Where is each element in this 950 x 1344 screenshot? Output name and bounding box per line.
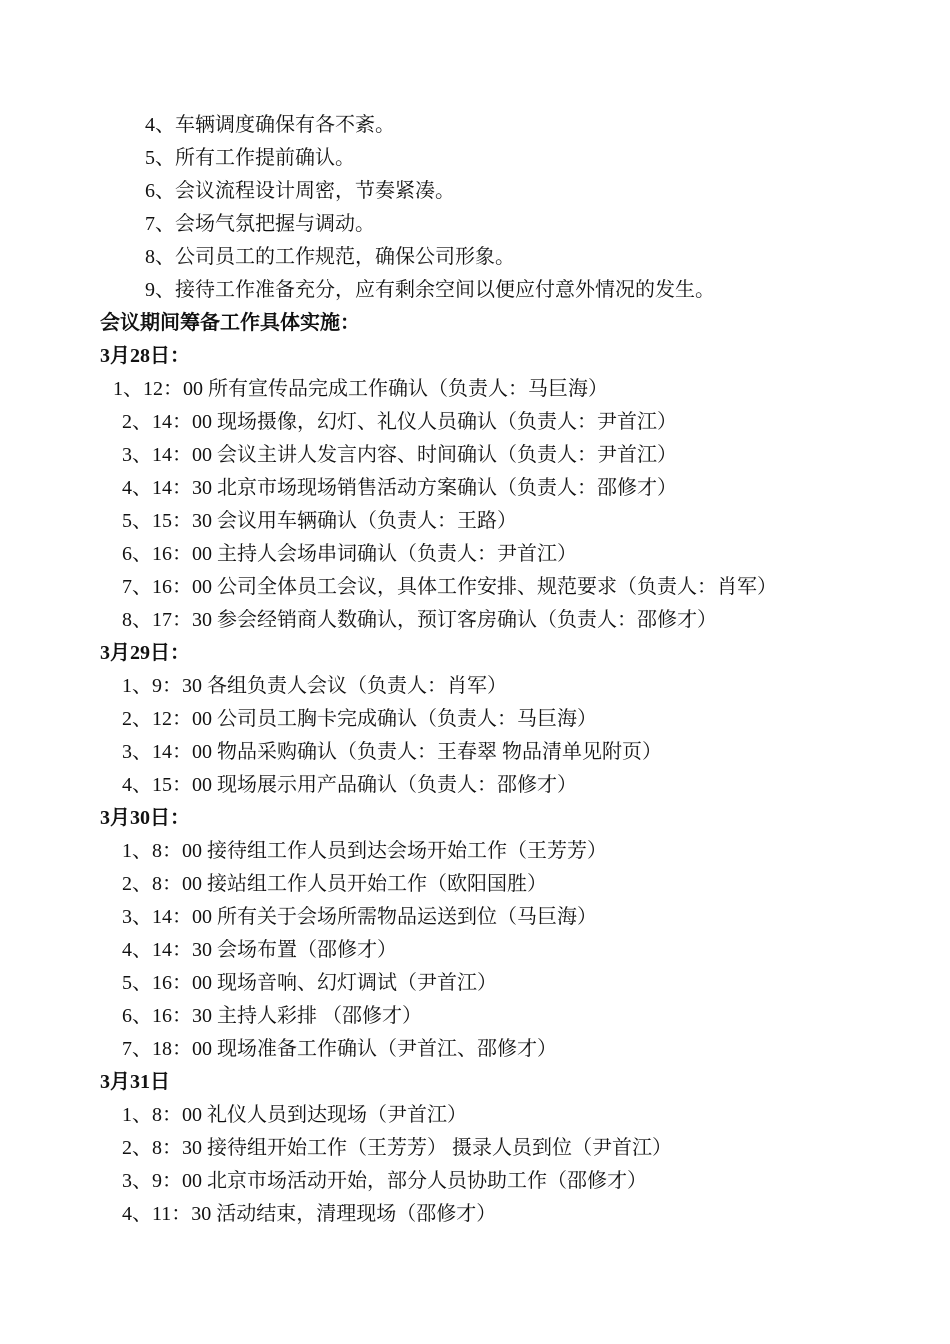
schedule-item: 4、15：00 现场展示用产品确认（负责人：邵修才） — [122, 774, 577, 796]
schedule-item: 4、14：30 会场布置（邵修才） — [122, 939, 397, 961]
schedule-item: 1、9：30 各组负责人会议（负责人：肖军） — [122, 675, 507, 697]
schedule-item: 7、18：00 现场准备工作确认（尹首江、邵修才） — [122, 1038, 557, 1060]
schedule-item: 1、8：00 礼仪人员到达现场（尹首江） — [122, 1104, 467, 1126]
schedule-item: 6、16：00 主持人会场串词确认（负责人：尹首江） — [122, 543, 577, 565]
schedule-item: 3、14：00 所有关于会场所需物品运送到位（马巨海） — [122, 906, 597, 928]
day-heading: 3月30日： — [100, 807, 190, 829]
schedule-item: 6、16：30 主持人彩排 （邵修才） — [122, 1005, 422, 1027]
schedule-item: 3、9：00 北京市场活动开始，部分人员协助工作（邵修才） — [122, 1170, 647, 1192]
schedule-item: 2、8：00 接站组工作人员开始工作（欧阳国胜） — [122, 873, 547, 895]
schedule-item: 2、14：00 现场摄像，幻灯、礼仪人员确认（负责人：尹首江） — [122, 411, 677, 433]
day-heading: 3月31日 — [100, 1071, 170, 1093]
schedule-item: 1、12：00 所有宣传品完成工作确认（负责人：马巨海） — [113, 378, 608, 400]
schedule-item: 2、8：30 接待组开始工作（王芳芳） 摄录人员到位（尹首江） — [122, 1137, 672, 1159]
list-item: 8、公司员工的工作规范，确保公司形象。 — [145, 246, 515, 268]
schedule-item: 8、17：30 参会经销商人数确认，预订客房确认（负责人：邵修才） — [122, 609, 717, 631]
schedule-item: 2、12：00 公司员工胸卡完成确认（负责人：马巨海） — [122, 708, 597, 730]
schedule-item: 3、14：00 会议主讲人发言内容、时间确认（负责人：尹首江） — [122, 444, 677, 466]
schedule-item: 5、15：30 会议用车辆确认（负责人：王路） — [122, 510, 517, 532]
schedule-item: 4、11：30 活动结束，清理现场（邵修才） — [122, 1203, 497, 1225]
schedule-item: 7、16：00 公司全体员工会议，具体工作安排、规范要求（负责人：肖军） — [122, 576, 777, 598]
day-heading: 3月29日： — [100, 642, 190, 664]
schedule-item: 4、14：30 北京市场现场销售活动方案确认（负责人：邵修才） — [122, 477, 677, 499]
schedule-item: 5、16：00 现场音响、幻灯调试（尹首江） — [122, 972, 497, 994]
list-item: 6、会议流程设计周密，节奏紧凑。 — [145, 180, 455, 202]
list-item: 4、车辆调度确保有各不紊。 — [145, 114, 395, 136]
schedule-item: 3、14：00 物品采购确认（负责人：王春翠 物品清单见附页） — [122, 741, 662, 763]
schedule-item: 1、8：00 接待组工作人员到达会场开始工作（王芳芳） — [122, 840, 607, 862]
section-title: 会议期间筹备工作具体实施： — [100, 312, 360, 334]
list-item: 5、所有工作提前确认。 — [145, 147, 355, 169]
list-item: 9、接待工作准备充分，应有剩余空间以便应付意外情况的发生。 — [145, 279, 715, 301]
list-item: 7、会场气氛把握与调动。 — [145, 213, 375, 235]
day-heading: 3月28日： — [100, 345, 190, 367]
